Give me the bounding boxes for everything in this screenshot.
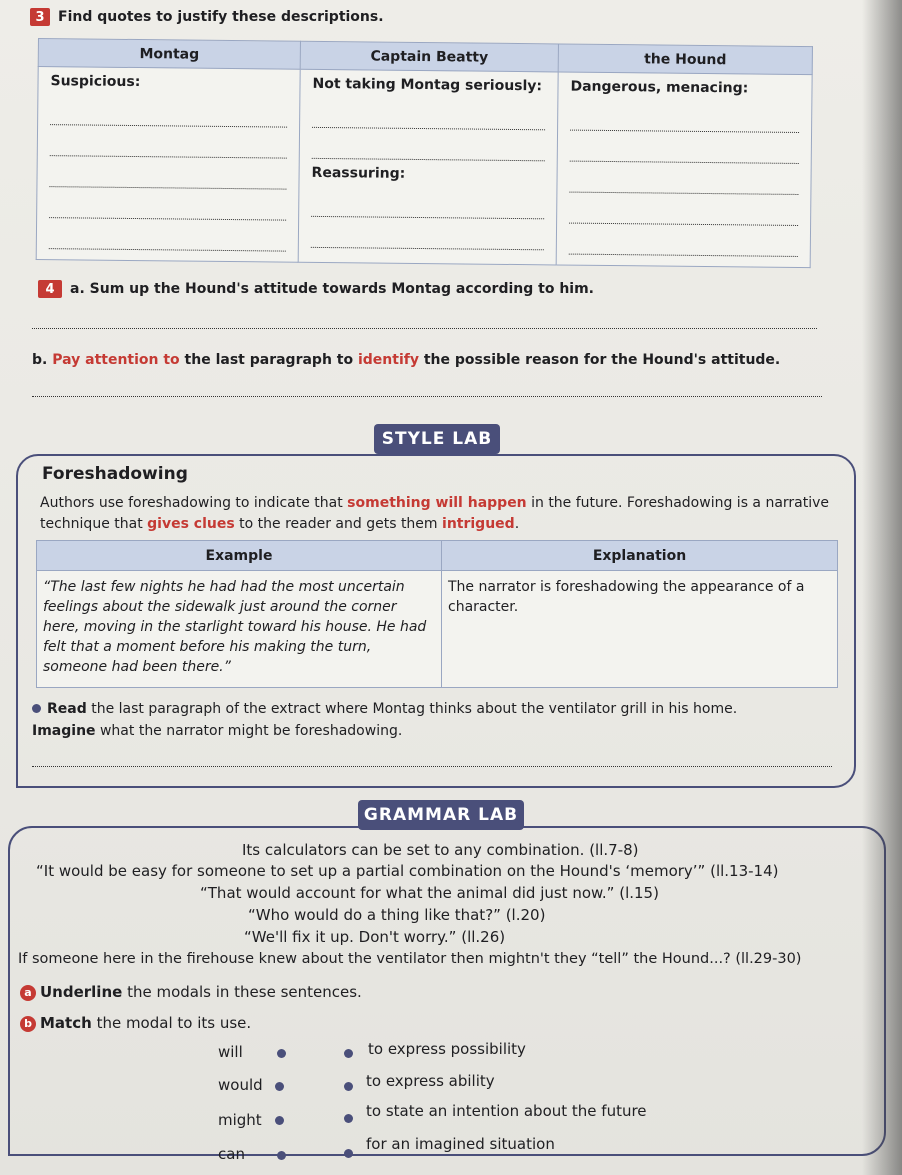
answer-line[interactable]	[312, 131, 545, 161]
montag-cell	[36, 67, 300, 263]
header-montag: Montag	[38, 39, 300, 70]
answer-line[interactable]	[49, 221, 286, 251]
header-example: Example	[37, 541, 442, 571]
grammar-sentence: “We'll fix it up. Don't worry.” (ll.26)	[244, 928, 506, 946]
answer-line[interactable]	[50, 97, 287, 127]
match-dot-left[interactable]	[275, 1116, 284, 1125]
grammar-sentence: If someone here in the firehouse knew about the ventilator then mightn't they “tell” the Hound...? (ll.29-30)	[18, 951, 802, 967]
match-dot-right[interactable]	[344, 1049, 353, 1058]
question-4b: b. Pay attention to the last paragraph to identify the possible reason for the Hound's attitude.	[32, 352, 781, 368]
question-4a-text: a. Sum up the Hound's attitude towards Montag according to him.	[70, 281, 594, 297]
answer-line[interactable]	[569, 165, 798, 195]
answer-line[interactable]	[32, 328, 817, 329]
answer-line[interactable]	[32, 766, 832, 767]
hound-cell	[556, 72, 812, 268]
style-lab-label: STYLE LAB	[374, 424, 500, 454]
not-serious-label: Not taking Montag seriously:	[312, 75, 543, 95]
example-quote: “The last few nights he had had the most uncertain feelings about the sidewalk just around the corner here, moving in the starlight toward his house. He had felt that a moment before his making the turn, someone had been there.”	[37, 571, 442, 688]
use-intention: to state an intention about the future	[366, 1102, 647, 1120]
answer-line[interactable]	[311, 220, 544, 250]
use-possibility: to express possibility	[368, 1040, 526, 1058]
use-imagined: for an imagined situation	[366, 1135, 555, 1153]
answer-line[interactable]	[49, 190, 286, 220]
header-explanation: Explanation	[442, 541, 838, 571]
highlight-pay-attention: Pay attention to	[52, 352, 180, 368]
question-4a	[38, 280, 594, 298]
reassuring-label: Reassuring:	[311, 164, 406, 182]
answer-line[interactable]	[32, 396, 822, 397]
explanation-text: The narrator is foreshadowing the appearance of a character.	[442, 571, 838, 688]
grammar-sentence: “It would be easy for someone to set up a partial combination on the Hound's ‘memory’” (ll.13-14)	[36, 862, 779, 880]
answer-line[interactable]	[570, 134, 799, 164]
answer-line[interactable]	[50, 128, 287, 158]
match-dot-right[interactable]	[344, 1149, 353, 1158]
match-dot-left[interactable]	[277, 1151, 286, 1160]
grammar-lab-label: GRAMMAR LAB	[358, 800, 524, 830]
answer-line[interactable]	[312, 100, 545, 130]
grammar-sentence: “Who would do a thing like that?” (l.20)	[248, 906, 546, 924]
quotes-table	[36, 38, 813, 268]
style-lab-task: Read the last paragraph of the extract where Montag thinks about the ventilator grill in his home. Imagine what the narrator might be foreshadowing.	[32, 701, 738, 739]
foreshadowing-definition: Authors use foreshadowing to indicate that something will happen in the future. Foreshadowing is a narrative technique that gives clues to the reader and gets them intrigued.	[40, 495, 830, 532]
modal-would: would	[218, 1076, 263, 1094]
match-dot-left[interactable]	[277, 1049, 286, 1058]
task-letter-b: b	[20, 1016, 36, 1032]
question-3	[30, 8, 384, 26]
grammar-sentence: Its calculators can be set to any combination. (ll.7-8)	[242, 841, 639, 859]
grammar-sentence: “That would account for what the animal did just now.” (l.15)	[200, 884, 659, 902]
answer-line[interactable]	[569, 196, 798, 226]
bullet-icon	[32, 704, 41, 713]
answer-line[interactable]	[569, 227, 798, 257]
question-number-badge: 4	[38, 280, 62, 298]
foreshadowing-table	[36, 540, 838, 688]
dangerous-label: Dangerous, menacing:	[570, 78, 749, 97]
modal-can: can	[218, 1145, 245, 1163]
match-dot-right[interactable]	[344, 1114, 353, 1123]
header-captain-beatty: Captain Beatty	[300, 41, 558, 72]
question-number-badge: 3	[30, 8, 50, 26]
modal-might: might	[218, 1111, 262, 1129]
use-ability: to express ability	[366, 1072, 495, 1090]
match-dot-right[interactable]	[344, 1082, 353, 1091]
header-the-hound: the Hound	[558, 44, 812, 75]
task-letter-a: a	[20, 985, 36, 1001]
grammar-task-a: a Underline the modals in these sentences.	[20, 982, 362, 1002]
match-dot-left[interactable]	[275, 1082, 284, 1091]
answer-line[interactable]	[49, 159, 286, 189]
foreshadowing-title: Foreshadowing	[42, 464, 188, 484]
grammar-task-b: b Match the modal to its use.	[20, 1013, 251, 1033]
suspicious-label: Suspicious:	[50, 73, 141, 91]
modal-will: will	[218, 1043, 243, 1061]
highlight-identify: identify	[357, 352, 419, 368]
question-3-instruction: Find quotes to justify these descriptions.	[58, 9, 384, 25]
answer-line[interactable]	[311, 189, 544, 219]
page-edge-shadow	[862, 0, 902, 1175]
beatty-cell	[298, 69, 558, 265]
answer-line[interactable]	[570, 103, 799, 133]
